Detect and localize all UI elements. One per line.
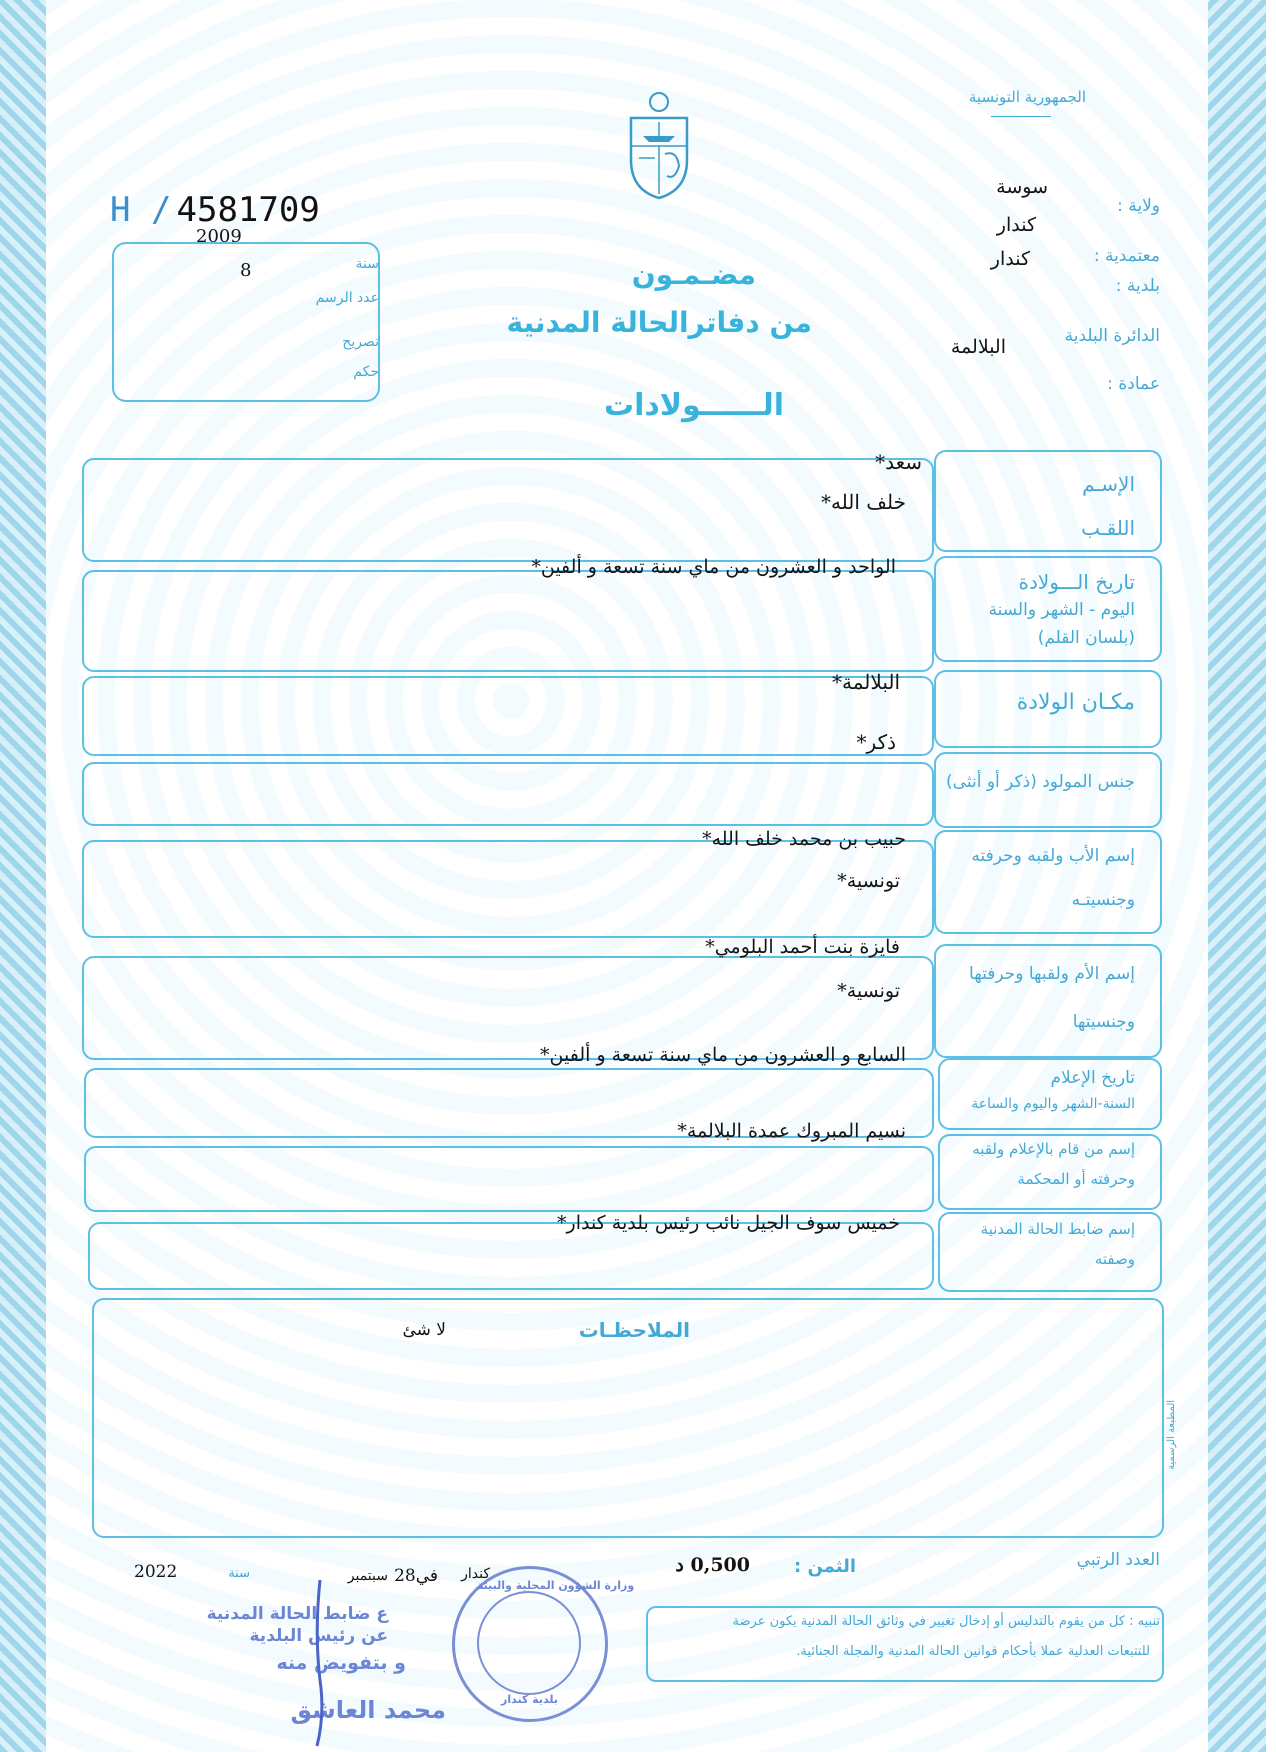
signature-line1: ع ضابط الحالة المدنية	[206, 1604, 388, 1624]
title-line1: مضـمـون	[631, 258, 756, 291]
stamp-text-top: وزارة الشؤون المحلية والبيئة	[477, 1579, 635, 1592]
price-value: 0,500 د	[675, 1554, 750, 1576]
value-declaration-date: السابع و العشرون من ماي سنة تسعة و ألفين*	[540, 1044, 906, 1066]
label-declaration-date-sub: السنة-الشهر واليوم والساعة	[971, 1096, 1135, 1112]
label-birth-date-words: (بلسان القلم)	[1037, 628, 1135, 648]
footer-place: كندار	[461, 1566, 490, 1582]
official-round-stamp	[452, 1566, 635, 1722]
remarks-label: الملاحظـات	[578, 1318, 690, 1342]
label-sex: جنس المولود (ذكر أو أنثى)	[946, 772, 1135, 792]
value-officer: خميس سوف الجيل نائب رئيس بلدية كندار*	[557, 1212, 900, 1234]
republic-underline	[991, 116, 1051, 117]
serial-label: العدد الرتبي	[1076, 1550, 1160, 1570]
wilaya-label: ولاية :	[1117, 196, 1160, 216]
act-number-label: عدد الرسم	[315, 290, 379, 306]
registry-number-prefix: H /	[110, 190, 172, 230]
value-father: حبيب بن محمد خلف الله*	[702, 828, 906, 850]
stamp-text-bottom: بلدية كندار	[501, 1693, 558, 1706]
registry-number-digits: 4581709	[176, 190, 320, 230]
signature-name: محمد العاشق	[290, 1696, 446, 1724]
footer-year-value: 2022	[134, 1562, 178, 1582]
value-box-sex	[82, 762, 934, 826]
label-mother-nationality: وجنسيتها	[1072, 1012, 1135, 1032]
registry-number	[110, 190, 320, 230]
value-mother-nationality: تونسية*	[837, 980, 900, 1002]
footer-month: سبتمبر	[347, 1568, 388, 1584]
signature-line1b: عن رئيس البلدية	[249, 1626, 388, 1646]
title-line2: من دفاترالحالة المدنية	[506, 306, 812, 339]
label-mother: إسم الأم ولقبها وحرفتها	[969, 964, 1135, 984]
label-father: إسم الأب ولقبه وحرفته	[971, 846, 1135, 866]
republic-label: الجمهورية التونسية	[968, 88, 1086, 106]
signature-line2: و بتفويض منه	[276, 1652, 406, 1674]
mootamdia-label: معتمدية :	[1093, 246, 1160, 266]
label-box-mother	[934, 944, 1162, 1058]
value-box-birth-date	[82, 570, 934, 672]
omada-label: عمادة :	[1107, 374, 1160, 394]
label-father-nationality: وجنسيتـه	[1071, 890, 1135, 910]
section-title-births: الــــــولادات	[603, 388, 784, 423]
daira-label: الدائرة البلدية	[1064, 326, 1160, 346]
declaration-label: تصريح	[342, 334, 379, 350]
value-birth-place: البلالمة*	[832, 670, 900, 694]
label-birth-place: مكـان الولادة	[1016, 690, 1135, 715]
decorative-border-right	[1208, 0, 1266, 1752]
label-officer-sub: وصفته	[1094, 1250, 1135, 1268]
registry-year-value: 2009	[196, 226, 242, 247]
wilaya-value: سوسة	[996, 176, 1048, 198]
baladia-label: بلدية :	[1115, 276, 1160, 296]
label-surname: اللقـب	[1081, 516, 1135, 540]
label-declarant-sub: وحرفته أو المحكمة	[1017, 1170, 1135, 1188]
legal-notice-line1: تنبيه : كل من يقوم بالتدليس أو إدخال تغيير في وثائق الحالة المدنية يكون عرضة	[732, 1614, 1160, 1629]
value-box-declarant	[84, 1146, 934, 1212]
value-first-name: سعد*	[875, 450, 922, 474]
daira-value: البلالمة	[950, 336, 1006, 358]
label-declarant: إسم من قام بالإعلام ولقبه	[972, 1140, 1135, 1158]
label-birth-date: تاريخ الـــولادة	[1018, 570, 1135, 594]
price-label: الثمن :	[793, 1556, 856, 1577]
coat-of-arms-emblem	[625, 90, 693, 202]
act-number-value: 8	[240, 260, 252, 281]
value-box-birth-place	[82, 676, 934, 756]
value-box-father	[82, 840, 934, 938]
value-mother: فايزة بنت أحمد البلومي*	[705, 936, 900, 958]
value-birth-date: الواحد و العشرون من ماي سنة تسعة و ألفين*	[531, 556, 896, 578]
label-name: الإسـم	[1082, 472, 1135, 496]
mootamdia-value-above: كندار	[996, 214, 1036, 236]
value-declarant: نسيم المبروك عمدة البلالمة*	[677, 1120, 906, 1142]
footer-year-label: سنة	[228, 1566, 250, 1581]
stamp-inner-ring	[477, 1591, 581, 1695]
value-box-name	[82, 458, 934, 562]
footer-day: في28	[394, 1566, 438, 1586]
label-birth-date-sub: اليوم - الشهر والسنة	[988, 600, 1135, 620]
decorative-border-left	[0, 0, 46, 1752]
label-declaration-date: تاريخ الإعلام	[1050, 1068, 1135, 1088]
legal-notice-line2: للتتبعات العدلية عملا بأحكام قوانين الحالة المدنية والمجلة الجنائية.	[796, 1644, 1150, 1659]
value-sex: ذكر*	[856, 730, 896, 754]
registry-year-label: سنة	[355, 256, 379, 272]
side-print-mark: المطبعة الرسمية	[1166, 1399, 1177, 1470]
judgment-label: حكم	[353, 364, 379, 380]
baladia-value: كندار	[990, 248, 1030, 270]
handwritten-signature	[312, 1578, 326, 1748]
value-father-nationality: تونسية*	[837, 870, 900, 892]
label-officer: إسم ضابط الحالة المدنية	[980, 1220, 1135, 1238]
remarks-value: لا شئ	[402, 1320, 446, 1340]
value-surname: خلف الله*	[820, 490, 906, 514]
